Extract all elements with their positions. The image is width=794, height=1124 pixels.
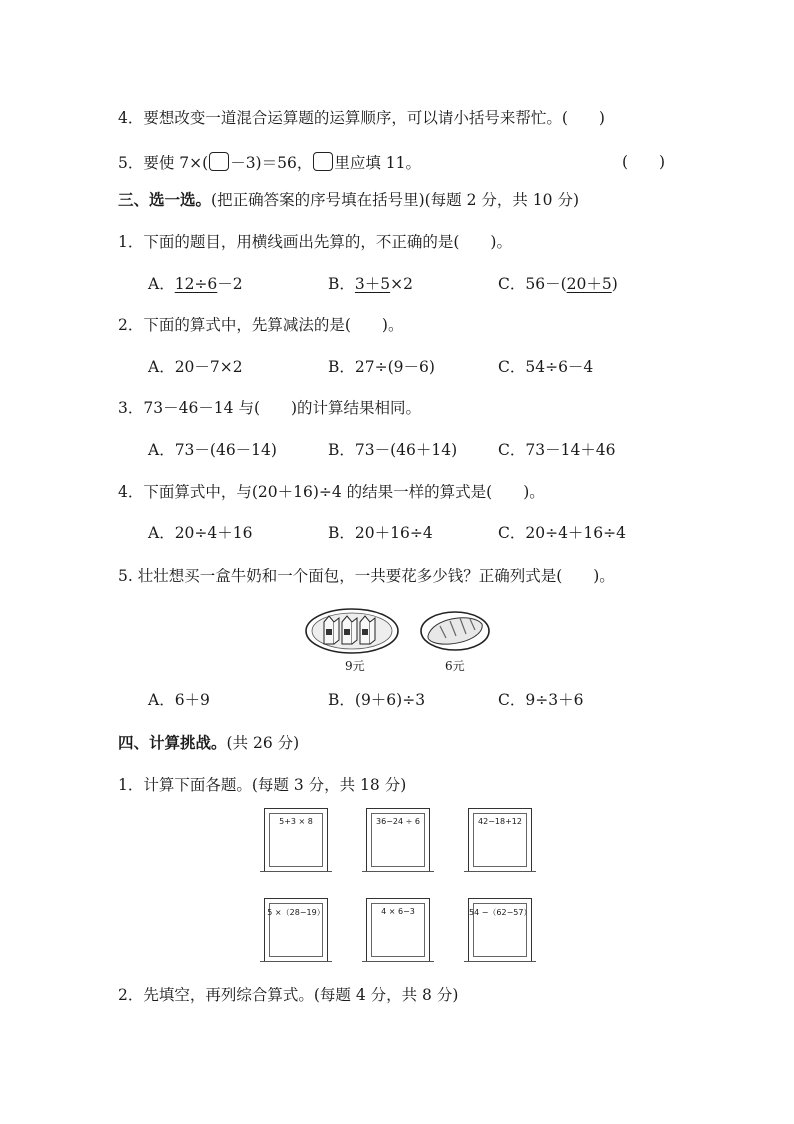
calc-problem: 5 ×（28−19） [267, 908, 325, 917]
option-b[interactable]: B．3＋5×2 [328, 275, 413, 293]
milk-cartons-icon [306, 609, 398, 653]
milk-and-bread-illustration [300, 608, 500, 680]
option-a[interactable]: A．73－(46－14) [148, 441, 277, 459]
mc-question-1: 1．下面的题目，用横线画出先算的，不正确的是( )。 [118, 233, 512, 251]
section-3-heading: 三、选一选。(把正确答案的序号填在括号里)(每题 2 分，共 10 分) [118, 190, 579, 209]
mc-question-2: 2．下面的算式中，先算减法的是( )。 [118, 316, 404, 334]
option-a[interactable]: A．20÷4＋16 [148, 524, 253, 542]
option-a[interactable]: A．12÷6－2 [148, 275, 243, 293]
calc-problem: 5+3 × 8 [279, 817, 313, 826]
mc-question-3: 3．73－46－14 与( )的计算结果相同。 [118, 399, 422, 417]
tf-question-4: 4．要想改变一道混合运算题的运算顺序，可以请小括号来帮忙。( ) [118, 109, 605, 127]
option-c[interactable]: C．20÷4＋16÷4 [498, 524, 627, 542]
work-board[interactable] [264, 898, 328, 962]
blank-box[interactable] [313, 152, 333, 171]
work-board[interactable] [468, 898, 532, 962]
calc-question-2: 2．先填空，再列综合算式。(每题 4 分，共 8 分) [118, 986, 459, 1004]
work-board[interactable] [366, 808, 430, 872]
option-c[interactable]: C．73－14＋46 [498, 441, 616, 459]
calc-question-1: 1．计算下面各题。(每题 3 分，共 18 分) [118, 776, 407, 794]
tf-question-5: 5．要使 7×( －3)＝56， 里应填 11。 [118, 154, 421, 172]
mc-question-4: 4．下面算式中，与(20＋16)÷4 的结果一样的算式是( )。 [118, 483, 545, 501]
option-c[interactable]: C．9÷3＋6 [498, 691, 584, 709]
option-a[interactable]: A．6＋9 [148, 691, 210, 709]
work-board[interactable] [468, 808, 532, 872]
bread-icon [421, 612, 489, 650]
option-b[interactable]: B．20＋16÷4 [328, 524, 433, 542]
milk-price: 9元 [345, 659, 365, 673]
work-board[interactable] [366, 898, 430, 962]
mc-question-5: 5. 壮壮想买一盒牛奶和一个面包，一共要花多少钱？正确列式是( )。 [118, 567, 615, 585]
calc-problem: 4 × 6−3 [381, 907, 415, 916]
option-b[interactable]: B．(9＋6)÷3 [328, 691, 426, 709]
work-board[interactable] [264, 808, 328, 872]
option-b[interactable]: B．73－(46＋14) [328, 441, 458, 459]
calc-problem: 54 −（62−57） [469, 908, 532, 917]
option-a[interactable]: A．20－7×2 [148, 358, 243, 376]
bread-price: 6元 [445, 659, 465, 673]
calc-problem: 42−18+12 [478, 817, 522, 826]
calc-problem: 36−24 ÷ 6 [376, 817, 420, 826]
answer-bracket[interactable]: ( ) [622, 153, 666, 171]
option-c[interactable]: C．56－(20＋5) [498, 275, 618, 293]
option-c[interactable]: C．54÷6－4 [498, 358, 594, 376]
option-b[interactable]: B．27÷(9－6) [328, 358, 435, 376]
section-4-heading: 四、计算挑战。(共 26 分) [118, 733, 300, 752]
blank-box[interactable] [209, 152, 229, 171]
